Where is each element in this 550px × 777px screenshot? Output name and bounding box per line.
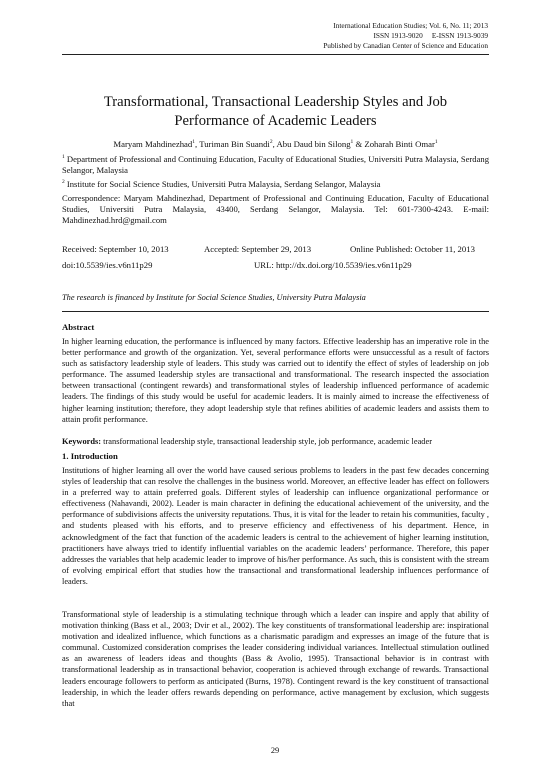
accepted-date: Accepted: September 29, 2013 xyxy=(204,244,312,254)
correspondence: Correspondence: Maryam Mahdinezhad, Department of Professional and Continuing Education, Faculty of Educational Studies, Universiti Putra Malaysia, 43400, Serdang Selangor, Malaysia. Tel: 601-7300-4243. E-mail: Mahdinezhad.hrd@gmail.com xyxy=(62,193,489,226)
author-affiliation-mark: 1 xyxy=(192,139,196,145)
author-name: & Zoharah Binti Omar xyxy=(353,138,435,149)
affiliation-text: Institute for Social Science Studies, Universiti Putra Malaysia, Serdang Selangor, Malaysia xyxy=(64,178,381,189)
keywords-text: transformational leadership style, transactional leadership style, job performance, academic leader xyxy=(101,437,432,446)
keywords-label: Keywords: xyxy=(62,437,102,446)
intro-paragraph-2: Transformational style of leadership is a stimulating technique through which a leader can inspire and apply that ability of motivation thinking (Bass et al., 2003; Dvir et al., 2002). The key constituents of transformational leadership are: inspirational motivation and idealized influence, which functions as a charismatic paradigm and expresses an image of the future that is communal. Customized consideration comprises the leader considering individual variances. Intellectual stimulation outlined as an awareness of leaders ideas and thoughts (Bass & Avolio, 1995). Transactional behavior is in contrast with transformational leadership as in transactional behavior, cooperation is achieved through exchange of rewards. Transactional leaders encourage followers to perform as anticipated (Burns, 1978). Contingent reward is the key constituent of transactional leadership, in which the leader offers rewards depending on performance, active management by exclusion, which suggests that xyxy=(62,610,489,708)
author-affiliation-mark: 1 xyxy=(434,139,438,145)
issn-line: ISSN 1913-9020 E-ISSN 1913-9039 xyxy=(373,31,488,41)
header-rule xyxy=(62,54,489,55)
section-heading-introduction: 1. Introduction xyxy=(62,451,118,461)
author-name: Maryam Mahdinezhad xyxy=(113,138,193,149)
journal-header xyxy=(323,21,488,52)
paper-title xyxy=(62,93,489,131)
title-line-2: Performance of Academic Leaders xyxy=(174,113,377,129)
author-name: , Abu Daud bin Silong xyxy=(272,138,351,149)
published-date: Online Published: October 11, 2013 xyxy=(350,244,475,254)
doi-url[interactable]: URL: http://dx.doi.org/10.5539/ies.v6n11p29 xyxy=(254,260,412,270)
received-date: Received: September 10, 2013 xyxy=(62,244,169,254)
abstract-text: In higher learning education, the performance is influenced by many factors. Effective leadership has an imperative role in the better performance and growth of the organization. Yet, several performance efforts were unsuccessful as a result of factors such as satisfactory leadership style of leaders. This study was carried out to identify the effect of styles of leadership on job performance. The assumed leadership styles are transactional and transformational. The research inspected the association between transactional (contingent rewards) and transformational styles of leadership influenced performance of academic leaders. The findings of this study would be useful for academic leaders. It is mainly aimed to increase the effectiveness of higher learning institution; therefore, they adopt leadership style that refines abilities of academic leaders and assists them to attain profit performance. xyxy=(62,337,489,424)
intro-paragraph-1: Institutions of higher learning all over the world have caused serious problems to leaders in the past few decades concerning styles of leadership that can resolve the challenges in the business world. Moreover, an effective leader has effect on followers in a preferred way to attain preferred goals. Different styles of leadership can influence organizational performance or effectiveness (Nahavandi, 2002). Leader is main character in defining the educational achievement of the university, and the performance of subdivisions affects the university reputations. Thus, it is vital for the leader to retain his communities, faculty , and students pleased with his efforts, and to preserve efficiency and effectiveness of his department. Hence, in acknowledgment of the fact that function of the academic leaders is central to the achievement of higher learning institution, practitioners have always tried to identify influential variables on the academic leaders’ performance. Therefore, this paper addresses the variables that help academic leader to improve of his/her performance. As such, this is consistent with the stream of evolving empirical effort that studies how the transactional and transformational leadership influences performance of leaders. xyxy=(62,466,489,586)
publisher-line: Published by Canadian Center of Science and Education xyxy=(323,41,488,51)
author-list xyxy=(62,137,489,150)
affiliation-1 xyxy=(62,152,489,176)
funding-rule xyxy=(62,311,489,312)
author-affiliation-mark: 1 xyxy=(350,139,354,145)
author-name: , Turiman Bin Suandi xyxy=(195,138,270,149)
affiliation-text: Department of Professional and Continuing Education, Faculty of Educational Studies, Universiti Putra Malaysia, Serdang Selangor, Malaysia xyxy=(62,153,489,176)
affiliation-mark: 2 xyxy=(62,179,65,185)
funding-note: The research is financed by Institute for Social Science Studies, University Putra Malaysia xyxy=(62,293,366,302)
affiliation-mark: 1 xyxy=(62,154,65,160)
doi-text: doi:10.5539/ies.v6n11p29 xyxy=(62,260,153,270)
keywords xyxy=(62,436,489,447)
affiliation-2 xyxy=(62,177,489,190)
abstract-heading: Abstract xyxy=(62,322,95,332)
publication-dates xyxy=(62,241,489,273)
author-affiliation-mark: 2 xyxy=(269,139,273,145)
journal-line: International Education Studies; Vol. 6, No. 11; 2013 xyxy=(333,21,488,30)
page-number: 29 xyxy=(270,746,280,755)
title-line-1: Transformational, Transactional Leadership Styles and Job xyxy=(103,94,448,110)
